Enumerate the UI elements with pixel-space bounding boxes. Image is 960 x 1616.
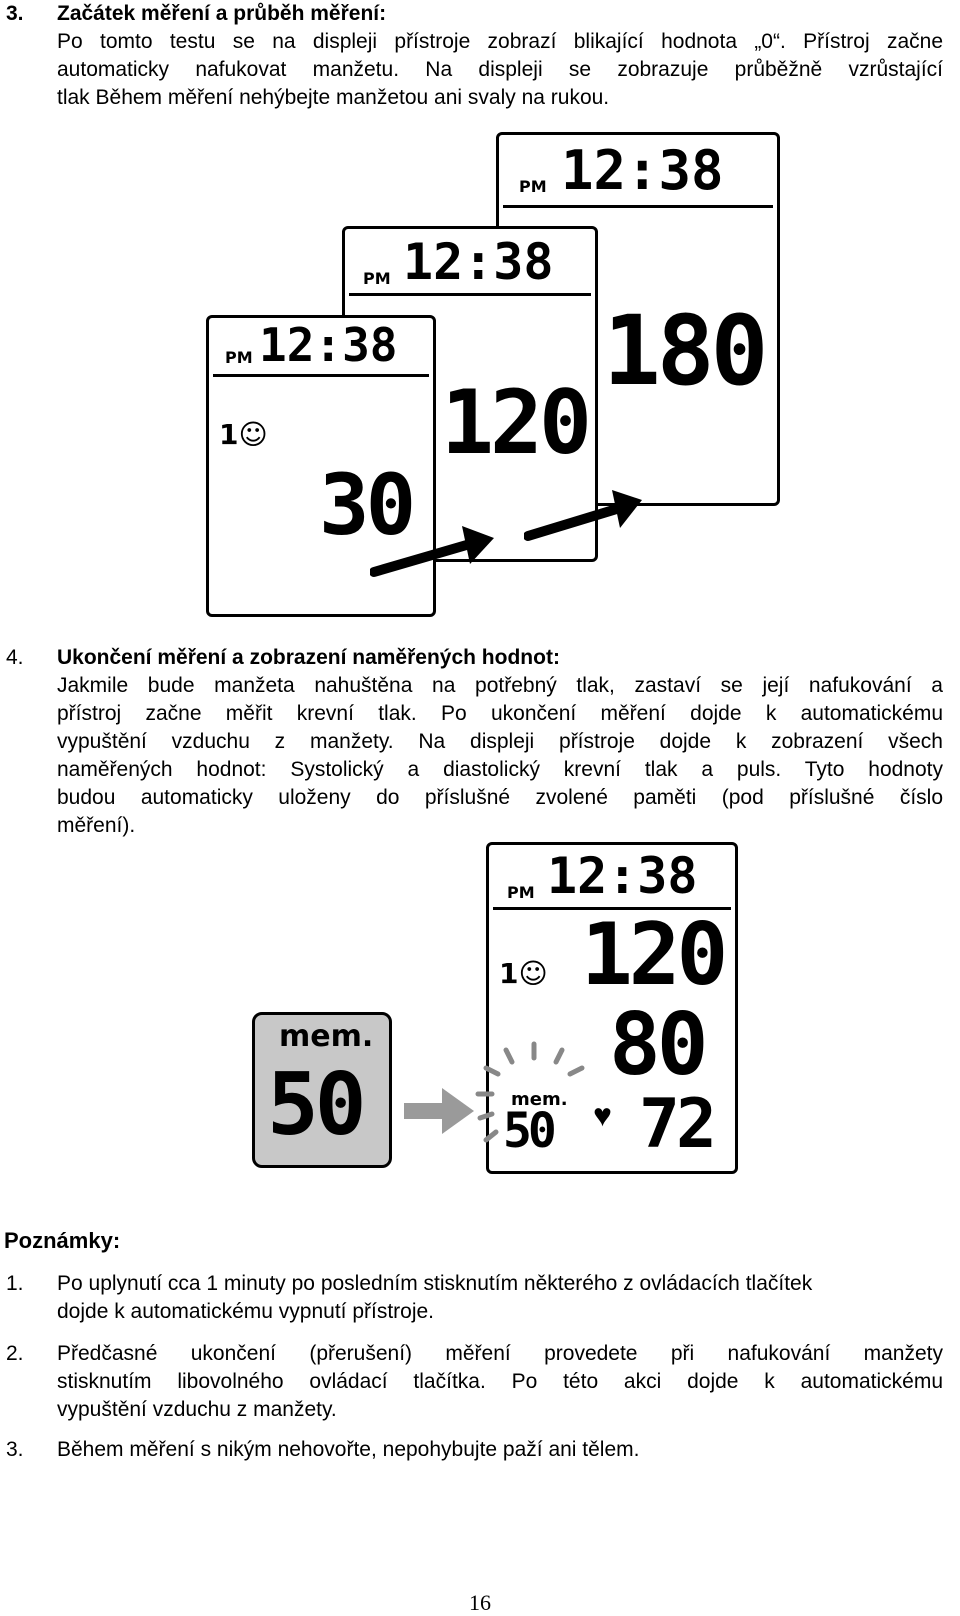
pm-indicator: PM — [519, 177, 547, 196]
paragraph-line: budou automaticky uloženy do příslušné zvolené paměti (pod příslušné číslo — [57, 786, 943, 809]
user-icon: ☺ — [518, 957, 548, 990]
pulse-value: 72 — [639, 1085, 713, 1164]
note-line: Po uplynutí cca 1 minuty po posledním stisknutím některého z ovládacích tlačítek — [57, 1272, 813, 1295]
arrow-icon — [370, 520, 500, 580]
pressure-value: 180 — [603, 295, 765, 407]
note-number: 3. — [6, 1438, 24, 1461]
memory-number: 50 — [267, 1055, 363, 1155]
memory-label: mem. — [279, 1019, 374, 1054]
pm-indicator: PM — [507, 883, 535, 902]
pm-indicator: PM — [225, 348, 253, 367]
heart-icon: ♥ — [593, 1097, 612, 1133]
user-indicator: 1☺ — [499, 957, 548, 990]
section-number: 3. — [6, 2, 24, 25]
paragraph-line: tlak Během měření nehýbejte manžetou ani svaly na rukou. — [57, 86, 610, 109]
section-title: Ukončení měření a zobrazení naměřených hodnot: — [57, 646, 560, 669]
pm-indicator: PM — [363, 269, 391, 288]
note-number: 2. — [6, 1342, 24, 1365]
notes-heading: Poznámky: — [4, 1228, 121, 1253]
note-line: Během měření s nikým nehovořte, nepohybujte paží ani tělem. — [57, 1438, 640, 1461]
memory-label: mem. — [511, 1089, 568, 1110]
note-line: vypuštění vzduchu z manžety. — [57, 1398, 337, 1421]
arrow-right-icon — [404, 1088, 474, 1134]
paragraph-line: naměřených hodnot: Systolický a diastolický krevní tlak a puls. Tyto hodnoty — [57, 758, 943, 781]
arrow-icon — [524, 486, 648, 546]
clock-display: 12:38 — [403, 233, 554, 291]
systolic-value: 120 — [581, 905, 725, 1005]
clock-display: 12:38 — [561, 139, 724, 202]
paragraph-line: Jakmile bude manžeta nahuštěna na potřebný tlak, zastaví se její nafukování a — [57, 674, 943, 697]
note-line: dojde k automatickému vypnutí přístroje. — [57, 1300, 435, 1323]
clock-display: 12:38 — [547, 847, 698, 905]
clock-display: 12:38 — [259, 318, 398, 372]
paragraph-line: automaticky nafukovat manžetu. Na displeji se zobrazuje průběžně vzrůstající — [57, 58, 943, 81]
note-line: stisknutím libovolného ovládací tlačítka. Po této akci dojde k automatickému — [57, 1370, 943, 1393]
pressure-value: 30 — [319, 456, 413, 554]
memory-screen — [252, 1012, 392, 1168]
divider — [503, 205, 773, 208]
divider — [349, 293, 591, 296]
paragraph-line: přístroj začne měřit krevní tlak. Po ukončení měření dojde k automatickému — [57, 702, 943, 725]
paragraph-line: vypuštění vzduchu z manžety. Na displeji přístroje dojde k zobrazení všech — [57, 730, 943, 753]
user-indicator: 1☺ — [219, 418, 268, 451]
divider — [213, 374, 429, 377]
user-icon: ☺ — [238, 418, 268, 451]
paragraph-line: Po tomto testu se na displeji přístroje zobrazí blikající hodnota „0“. Přístroj začne — [57, 30, 943, 53]
note-number: 1. — [6, 1272, 24, 1295]
section-number: 4. — [6, 646, 24, 669]
note-line: Předčasné ukončení (přerušení) měření provedete při nafukování manžety — [57, 1342, 943, 1365]
blink-rays-icon — [474, 1040, 594, 1150]
section-title: Začátek měření a průběh měření: — [57, 2, 387, 25]
page-number: 16 — [469, 1590, 491, 1615]
memory-number: 50 — [503, 1103, 553, 1159]
pressure-value: 120 — [441, 371, 588, 474]
paragraph-line: měření). — [57, 814, 136, 837]
diastolic-value: 80 — [609, 995, 705, 1095]
